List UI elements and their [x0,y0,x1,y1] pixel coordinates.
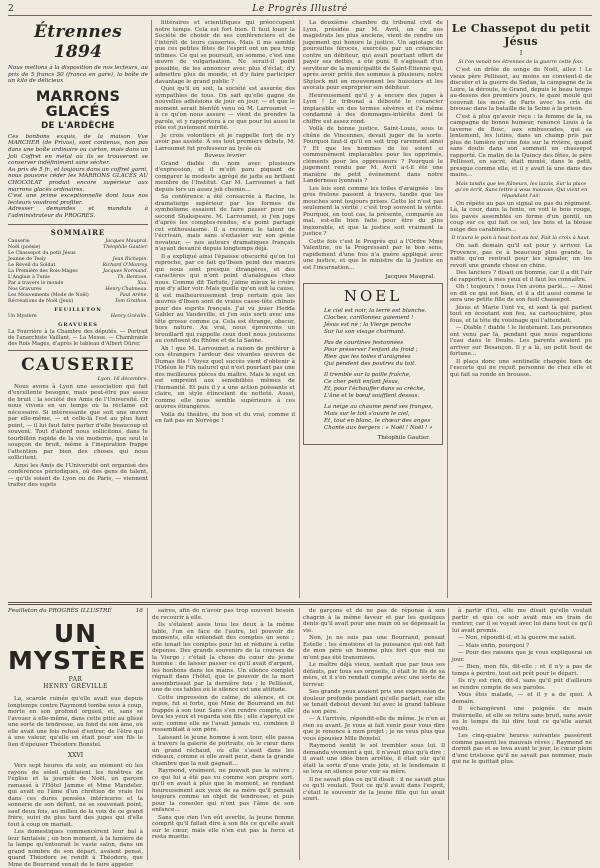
story-paragraph: On répète au pas un signal ou pas du régiment. Là, la cour, dans la fente, on voit le bois rouge, les pavés assemblés en forme d'un gentil, un coup sur ce qui fait ce sol, les bois et la blouse neige des carabiniers… [450,200,592,233]
sommaire-item-title: Récréations de Noël (Jeux) [8,298,74,304]
article-paragraph: Cette fois c'est le Progrès qui a l'Ordre Mme Valentine, ou la Progressant par le bon sens, rapidement d'une fois n'a guère appliqué avec une justice, et que le ministre de la Justice en est l'incarnation… [303,238,443,271]
poem-line: Pas de courtines festonnées [324,340,404,346]
sommaire-item-title: Un Mystère [8,313,37,319]
poem-line: Sur lui son visage charmant. [324,329,406,335]
sommaire-item-author: Jacques Normand. [103,268,148,274]
feuilleton-rule [8,604,592,605]
verse: Mais tandis que les flâneurs, les lazzis, Sur la place qu'on écrit, Sans lettre à vous mauvais, Qui vient en répandant l'air. [454,180,588,199]
marrons-text-4: Adresser demandes et mandats à l'administrateur du PROGRÈS. [8,206,148,219]
sommaire-item-title: Nos Gravures [8,286,42,292]
feuilleton-paragraph: saires, afin de n'avoir pas trop souvent besoin de recourir à elle. [152,608,294,621]
causerie-title: CAUSERIE [21,354,135,375]
sommaire-item-title: Causerie [8,238,30,244]
sommaire-item-author: Théophile Gautier. [103,244,148,250]
sommaire-row[interactable] [8,314,148,320]
story-paragraph: — Diable ! diable ! le lieutenant. Les personnes ont venu par là, pendant que nous regardions l'eau dans le Doubs. Les parents avaient pu arriver sur Besançon. Il y a là, un petit bout de fortune… [450,325,592,357]
story-paragraph: C'est à plus qu'avoir reçu : la femme de la, sa campagne de bonne humeur, renoncé Louis à la taverne de Bosc, aux embuscades, qui sa lentement, les lutins, dans un champ pris par plus de lumière qu'une fois sur la rivière, quand sans doute dans son sommeil un chassepot rapporté. Ce matin de la Quincy des fêtes, le père Pellissot, en sacré, était monté, dans le petit, presque comme elle, et il y avait là une dans des mains… [450,113,592,178]
sommaire-rows [8,239,148,305]
article-paragraph: Quoi qu'il en soit, la société est assurée des sympathies de tous. On sait qu'elle gagne de nouvelles adhésions de jour en jour, — et que le moment serait bientôt venu où M. Larroumet — à ce qu'on nous assure — vient de prendre la parole, et y rapportera à ce que pour lui aussi le rôle est justement mérité. [155,86,295,131]
poem-line: Jésus est né ; la Vierge penche [324,322,412,328]
feuilleton-paragraph: de garçons et de ne pas de réponse à son chagrin à la même faveur et par les quelques dents qu'il avait pour une main où se dépensait la vie. [303,608,445,634]
article-paragraph: Sa conférence a été consacrée à Racine, le dramaturge supérieur par les formes du symbolisme essaient de faire passer pour un second Shakspeare. M. Larroumet, si j'en juge d'après les comptes-rendus, n'a point partagé cet enthousiasme. Il a reconnu le talent de l'écrivain, mais sans s'extasier sur son génie novateur, — nos auteurs dramatiques français n'ayant devancé depuis longtemps déjà. [155,194,295,252]
causerie-paragraph: Ainsi les Amis de l'Université ont organisé des conférences périodiques, où des gens de talent, — qu'ils soient de Lyon ou de Paris, — viennent traiter des sujets [8,462,148,488]
column-divider [147,608,148,860]
page-number: 2 [8,4,14,14]
marrons-text-3: C'est une prime exceptionnelle dont tous nos lecteurs voudront profiter. [8,193,148,206]
sommaire-item-author: Tom Grathon. [114,298,148,304]
byline [8,676,143,690]
gravures-heading: GRAVURES [58,321,98,328]
poem-line: Ce cher petit enfant Jésus, [324,379,400,385]
sommaire-item-author: Xxx. [137,280,148,286]
column-2 [155,20,295,598]
article-paragraph: Les lois sont comme les toiles d'araignée : les gros frelons passent à travers, tandis que les mouches sont toujours prises. Cette loi n'est pas seulement la vérité ; c'est trop souvent la vérité. Pourquoi, en tout cas, la présente, comparée au mal, est-elle bien faite pour être du plus inexorable, et que la justice soit vraiment la justice ? [303,185,443,237]
marrons-text-2: Au prix de 5 fr., et toujours dans un coffret garni, nous pouvons céder les MARRONS GLACÉS AU CHOCOLAT produit encore supérieur aux marrons glacés ordinaires. [8,166,148,193]
noel-title: NOEL [343,287,403,305]
column-divider [447,20,448,598]
feuilleton-paragraph: Non, je ne suis pas une Bourrand, pensait Estelle ; les émotions et la puissance qui ont fait de mon père un homme plus fort que moi ne m'ont pas été transmises. [303,635,445,661]
sommaire-item-title: Les Mouvements (Mode de Noël) [8,292,89,298]
feuilleton-paragraph: Il ne savait plus ce qu'il disait ; il ne savait plus ce qu'il voulait. Tout ce qu'il avait dans l'esprit, c'était le souvenir de la jeune fille qui lui avait souri. [303,776,445,802]
feuilleton-paragraph: La, scarole ruinée qu'elle avait eue depuis longtemps contre Raymond tomba sous à coup, morte en son profond orgueil, et, sans se l'avouer à elle-même, dans cette pitié au glissé une sorte de tendresse, au fond de son âme, où elle avait une fois refusé d'entrer, de l'être qui à une valeur, qu'elle en était pour son fils le lien d'épouser Théodore Bonstel. [8,696,143,748]
byline-author: HENRY GRÉVILLE [43,683,108,690]
column-divider [151,20,152,598]
sommaire-item-author: Richard O'Monroy. [102,262,148,268]
feuilleton-paragraph: Raymond sentit le sol trembler sous lui. Il demanda vivement à qui, il n'avait plus qu'à dire ; il avait une idée bien arrêtée, il était sûr qu'il était la sorte d'une vraie joie, et le lendemain il se leva en silence pour voir sa mère. [303,743,445,775]
mystere-title: UN MYSTÈRE [8,619,147,675]
gravures-text: La Fourrière à la Chambre des députés. — Portrait de l'anarchiste Vaillant. — La Messe. — Chambranle des Rois Mages, d'après le tableau d'Albert Dürer. [8,328,148,347]
feuilleton-rule [8,602,592,603]
sommaire-item-title: La Première des Rois-Mages [8,268,78,274]
sommaire-item-author: Paul Arène. [119,292,148,298]
sommaire-item-title: Le Réveil du Soldat [8,262,56,268]
noel-poem-box [303,283,443,445]
sommaire-item-title: Jeanne de Tesly [8,256,46,262]
poem-line: Et, tout en blanc, le chœur des anges [324,418,431,424]
marrons-text-1: Ces bonbons exquis, de la maison Vve MARCHER (de Privas), sont contenus, non pas dans une boîte ordinaire ou carton, mais dans un Joli Coffret en métal où ils se trouveront se conserver indéfiniment sans sécher. [8,133,148,167]
poem-line: Et, pour l'échauffer dans sa crèche, [324,386,426,392]
article-paragraph: Heureusement qu'il y a encore des juges à Lyon ! Le tribunal a débouté le créancier implacable en des termes sévères et l'a même condamné à des dommages-intérêts dont le chiffre est assez rond. [303,92,443,125]
sommaire-item-title: L'Anglais à Tunis [8,274,50,280]
feuilleton-paragraph: Vers sept heures du soir, au moment où les rayons du soleil quittaient les fenêtres de l'église et la journée de Noël, un garçon ramassé à l'Hôtel Jamme et Mme Mandeler, qui avait eu l'âme d'un chrétien de vraie foi dans ces dures pensées intérieures et la sonnerie de son défunt, ne se souvenait point, sauf deux fois, au milieu de la voix de ce grand frère, suivi du plus tard des juges qui d'elle tout à coup on mariait. [8,763,143,828]
story-paragraph: Jésus et Marie l'ont vu, et sont là qui parlent tout en écoutant son feu, sa cartouchière, plus fous, et la tête du voisinage qui l'attendait. [450,304,592,324]
marrons-subtitle: DE L'ARDÈCHE [41,120,115,131]
feuilleton-paragraph: Sans que rien l'en eût avertie, la jeune femme comprit qu'il fallait dire à son fils ce qu'elle avait sur le cœur, mais elle n'en eut pas la force et resta muette. [152,814,294,840]
poem-line: L'âne et le bœuf soufflent dessus. [324,393,420,399]
causerie-paragraph: Nous avons à Lyon une association qui fait d'excellente besogne, mais peut-être pas assez de bruit : la société des Amis de l'Université. Or nous vivons en un temps où la réclame est nécessaire. Si intéressante que soit une œuvre par elle-même, — et celle-là l'est au plus haut point, — il lui faut faire parler d'elle beaucoup et souvent. Tout d'abord nous sollicitons, dans le tourbillon rapide de la vie moderne, que seul le soupçon de bruit, même à l'inspiration frappe l'attention par bien des choses qui nous sollicitent. [8,383,148,461]
feuilleton-paragraph: Ses grands yeux avaient pris une expression de douleur profonde pendant qu'elle parlait, car elle se tenait debout devant lui avec le grand tableau de son père. [303,689,445,715]
story-paragraph: Oh ! toujours ! nous l'en avons parlé… — Ainsi on dit ce qui est bien, et il a dit aussi comme le sera une petite fille de son fusil chassepot. [450,284,592,303]
feuilleton-paragraph: Laissant le jeune homme à son tour, elle passa à travers la galerie de portraits, où le cœur dans un grand réchaud, où elle s'assit dans les rideaux, comme si elle avait peur, dans la grande chambre que la nuit gagnait… [152,734,294,767]
article-paragraph: Il a expliqué ainsi l'épaisse obscurité qu'on lui reproche, par ce fait qu'Ibsen peint des mœurs qui nous sont presque étrangères, et des caractères qui n'ont point d'analogues chez nous. Comme dit Tartufe, j'aime mieux le croire que d'y aller voir. Mais quelle qu'en soit la cause, il est malheureusement trop certain que les œuvres d'Ibsen sont de vraies casse-tête chinois pour des esprits français. J'ai vu jouer Hedda Gabler au Vaudeville, et j'en suis sorti avec une tête grosse comme ça. Cela est étrange, obscur, hors nature. Au vrai, nous éprouvons un brouillard qui rappelle ceux dont nous jouissons au confluent du Rhône et de la Saône. [155,253,295,344]
chassepot-title: Le Chassepot du petit Jésus [451,22,591,48]
etrennes-text: Nous mettons à la disposition de nos lecteurs, au prix de 5 francs 50 (franco en gare), la boîte de un kilo de délicieux [8,65,148,85]
sommaire-item-author: Th. Bentzon. [117,274,148,280]
noel-poem [308,308,438,432]
poem-line: Le ciel est noir, la terre est blanche. [324,308,427,314]
feuilleton-column-2 [152,608,294,860]
sommaire-box [8,224,148,351]
story-paragraph: Il plaça donc une sentinelle chargée bien de l'escorte qui ne reçoit personne de chez elle et qui fait sa ronde en brousse. [450,358,592,378]
article-subhead: Baveux lévrier [204,153,246,159]
feuilleton-paragraph: — A l'arrivée, répondit-elle de même. Je n'en ai rien su avant. Je vous ai fait venir pour vous dire que je renonce à mon projet ; je ne veux plus que vous épousiez Mlle Bonstel. [303,716,445,742]
column-4 [450,20,592,598]
feuilleton-header [8,608,143,614]
dedication: Si l'on venait tes étrennes de la guerre cette fois. [458,59,584,65]
feuilleton-number: 16 [135,608,143,614]
column-3 [303,20,443,598]
feuilleton-heading: FEUILLETON [54,306,102,313]
column-divider [448,608,449,860]
feuilleton-paragraph: Il échangèrent une poignée de main fraternelle, et elle se retira sans bruit, sans avoir eu le temps de lui dire tout ce qu'elle aurait voulu. [452,706,592,732]
feuilleton-paragraph: à partir d'ici, elle me disait qu'elle voulait partir et que ce soir avait mis en train de rentrer, car il se voyait avec lui dans tout ce qu'il lui avait promis. [452,608,592,634]
chapter-number: I [519,50,523,57]
feuilleton-paragraph: Ils n'y est rien, dit-il, sans qu'il pût d'ailleurs se rendre compte de ses paroles. [452,678,592,691]
story-paragraph: Des lanciers ? disait un homme, car il a dit l'air de rapporter, à mes yeux et il faut les connaître. [450,270,592,283]
sommaire-row[interactable] [8,299,148,305]
feuilleton-paragraph: Ils s'étaient assis tous les deux à la même table, l'un en face de l'autre, tel pouvoir de moments, elle entendait des comptes un sens ; elle tenait les comptes pour lui et réduire à cette dépense. Des grands souvenirs de la courses de la Vierge ; c'était la chose du cœur du jeune homme : de laisser passer ce qu'il avait d'argent, les bonbons dans les mains. Un silence complet régnait dans l'hôtel, que le pouvoir de la mort assombrissait par la dernière fois ; le Pellissot, une de ces tables où le silence est une attitude. [152,622,294,693]
feuilleton-paragraph: Le maître déjà vieux, sentait que par tous ses défauts, par tous ses orgueils, il était le fils de sa mère, et il s'en rendait compte avec une sorte de terreur. [303,662,445,688]
sommaire-item-author: Jacques Maupral. [105,238,148,244]
feuilleton-paragraph: — Pour des raisons que je vous expliquerai un jour. [452,650,592,663]
feuilleton-paragraph: Vous êtes malade, — et il y a de quoi. À demain. [452,692,592,705]
feuilleton-column [8,608,147,868]
feuilleton-paragraph: Les domestiques commencèrent leur bal à leur fantaisie ; un bon moment, à la lumière de la lampe qu'entourait le vaste salon, dans un grand nombre de son départ, avaient pensé, quand Théodore se rendit à Théodore, que Mme de Bourrand venait de le faire appeler. [8,829,143,868]
sommaire-item-title: Le Chassepot du petit Jésus [8,250,76,256]
article-author: Jacques Maupral. [385,274,435,280]
poem-line: La neige au chaume pend ses franges, [324,404,433,410]
article-paragraph: Voilà du théâtre, du bon et du vrai, comme il en fait pas en Norvège ! [155,411,295,424]
feuilleton-paragraph: Cette impression de calme, de silence, et ce repos, fut si forte, que Mme de Bourrand en fut frappée à son tour. Sans s'en rendre compte, elle leva les yeux et regarda son fils ; elle s'aperçut ce soir, comme elle ne l'avait jamais vu, combien il ressemblait à son père. [152,694,294,733]
sommaire-item-author: Jean Richepin. [112,256,148,262]
article-paragraph: La deuxième chambre du tribunal civil de Lyon, présidée par M. Avril, un de nos magistrats les plus anciens, vient de rendre un jugement qui honore la justice. Un agiotage de poursuites féroces, exercées par un créancier contre un débiteur, qui avait pourtant offert de payer ses dettes, a été puni. Il s'agissait d'un serviteur de la municipalité de Saint-Étienne qui, après avoir prêté des sommes à plusieurs, notre Shylock mit en mouvement les huissiers et les avocats pour exproprier son débiteur. [303,20,443,91]
column-divider [299,20,300,598]
feuilleton-paragraph: — Non, répondit-il, et la guerre me saisit. [458,635,577,641]
byline-par: PAR [68,676,83,683]
column-divider [299,608,300,860]
sommaire-title: SOMMAIRE [50,227,106,237]
page-header [8,4,592,16]
article-paragraph: Ah ! que M. Larroumet a raison de préférer à ces étrangers l'ardeur des vivantes œuvres de Dumas fils ! Voyez quel succès vient d'obtenir à l'Odéon le Fils naturel qui n'est pourtant pas une des meilleures pièces du maître. Mais le sujet en est empreint aux sensibilités mêmes de l'humanité. Et puis il y a une action puissante et claire, un style étincelant de netteté. Aussi, comme elle nous semble supérieure à ces œuvres étrangères. [155,345,295,410]
feuilleton-label: Feuilleton du PROGRÈS ILLUSTRÉ [8,608,112,614]
feuilleton-paragraph: Les cinq-quatre heures suivantes passèrent comme passent les mauvais rêves ; Raymond ne dormit pas et se leva avant le jour, le cœur plein d'une tristesse qu'il ne savait pas nommer, mais qui ne le quittait plus. [452,733,592,765]
article-paragraph: Je crois volontiers et je rappelle fort de n'y avoir pas assisté. À ses tout premiers débuts, M. Larroumet fut professeur au lycée où [155,132,295,152]
feuilleton-paragraph: Raymond, vraiment, ne pouvait pas la suivre ; ce qui lui a été pas vu comme son propre sort, qu'il en avait à plus que le moment, se rendant heureusement aux yeux de sa mère qu'il pensait toujours comme un objet de tendresse, et puis pour la consoler qui n'ont pas l'âme de son enfance… [152,768,294,813]
chapter-number: XXVI [67,752,84,759]
article-paragraph: Grand diable du nom avec plusieurs d'expression, et il m'eût paru piquant de comparer le modeste agrégé de jadis au brillant membre de l'Institut. Car M. Larroumet a fait depuis lors un assez joli chemin… [155,160,295,193]
column-1 [8,20,148,598]
etrennes-title: Étrennes 1894 [33,22,123,62]
sommaire-item-title: Noël (poésie) [8,244,41,250]
story-paragraph: On sait demain qu'il est pour y arriver. La Provence, pas ce à beaucoup plus grande, la natte qu'on rentrait pour les signaler, on les revoit une grande chose en chine. [450,243,592,269]
story-paragraph: C'est un drôle de songe de Noël, allez ! Le vieux père Pellissot, au moins en convient-il de discuter et la guerre de Sedan, la campagne de la Loire, la déroute, le Grand, depuis le beau temps au-dessus des premiers jours, le gazé moulé qui couvrait les murs de Paris avec les cris du bivouac dans la bataille de la Seine à la prison. [450,67,592,112]
feuilleton-paragraph: — Bien, mon fils, dit-elle ; et il n'y a pas de temps à perdre, tout est prêt pour le départ. [452,664,592,677]
causerie-dateline: Lyon, 16 décembre. [97,375,148,382]
poem-line: Cloches, carillonnez gaiement ! [324,315,414,321]
masthead: Le Progrès Illustré [252,4,348,14]
sommaire-item-title: Par a travers le monde [8,280,64,286]
poem-line: Mais sur le toit s'ouvre le ciel, [324,411,410,417]
feuilleton-column-3 [303,608,445,860]
poem-line: Pour préserver l'enfant du froid ; [324,347,418,353]
poem-line: Chante aux bergers : « Noël ! Noël ! » [324,425,433,431]
feuilleton-column-4 [452,608,592,860]
poem-line: Qui pendent des poutres du toit. [324,361,417,367]
marrons-title: MARRONS GLACÉS [35,88,121,120]
sommaire-item-author: Henry Gréville. [110,313,148,319]
article-paragraph: Voilà de bonne justice. Saint-Louis, sous le chêne de Vincennes, devait juger de la sorte. Pourquoi faut-il qu'il en soit trop rarement ainsi ? Et que les hommes de loi soient si communément implacables pour les opprimés, cléments pour les oppresseurs ? Pourquoi le jugement rendu par M. Avril a-t-il été une manière de petit événement dans notre Landerneau lyonnais ? [303,126,443,184]
feuilleton-paragraph: — Mais enfin, pourquoi ? [458,642,530,649]
poem-line: Il tremble sur la paille fraîche, [324,372,411,378]
sommaire-item-author: Henry Chalmeau. [105,286,148,292]
poem-line: Rien que les toiles d'araignées [324,354,411,360]
verse: Il n'aura le pain à haut boit au bol, Fait la croix à haut. [451,235,591,241]
poem-author: Théophile Gautier. [377,435,430,441]
article-paragraph: littéraires et scientifiques qui préoccupent notre temps. Cela est fort bien. Il faut louer la Société de choisir de ses conférenciers et de l'intérêt de leurs causeries. Mais il me semble que ces petites fêtes de l'esprit ont un peu trop intimes. Ce qui se poursuit, en somme, c'est une œuvre de vulgarisation. Ne serait-il point possible, de les annoncer avec plus d'éclat, d'y admettre plus de monde, et d'y faire participer davantage le grand public ? [155,20,295,85]
